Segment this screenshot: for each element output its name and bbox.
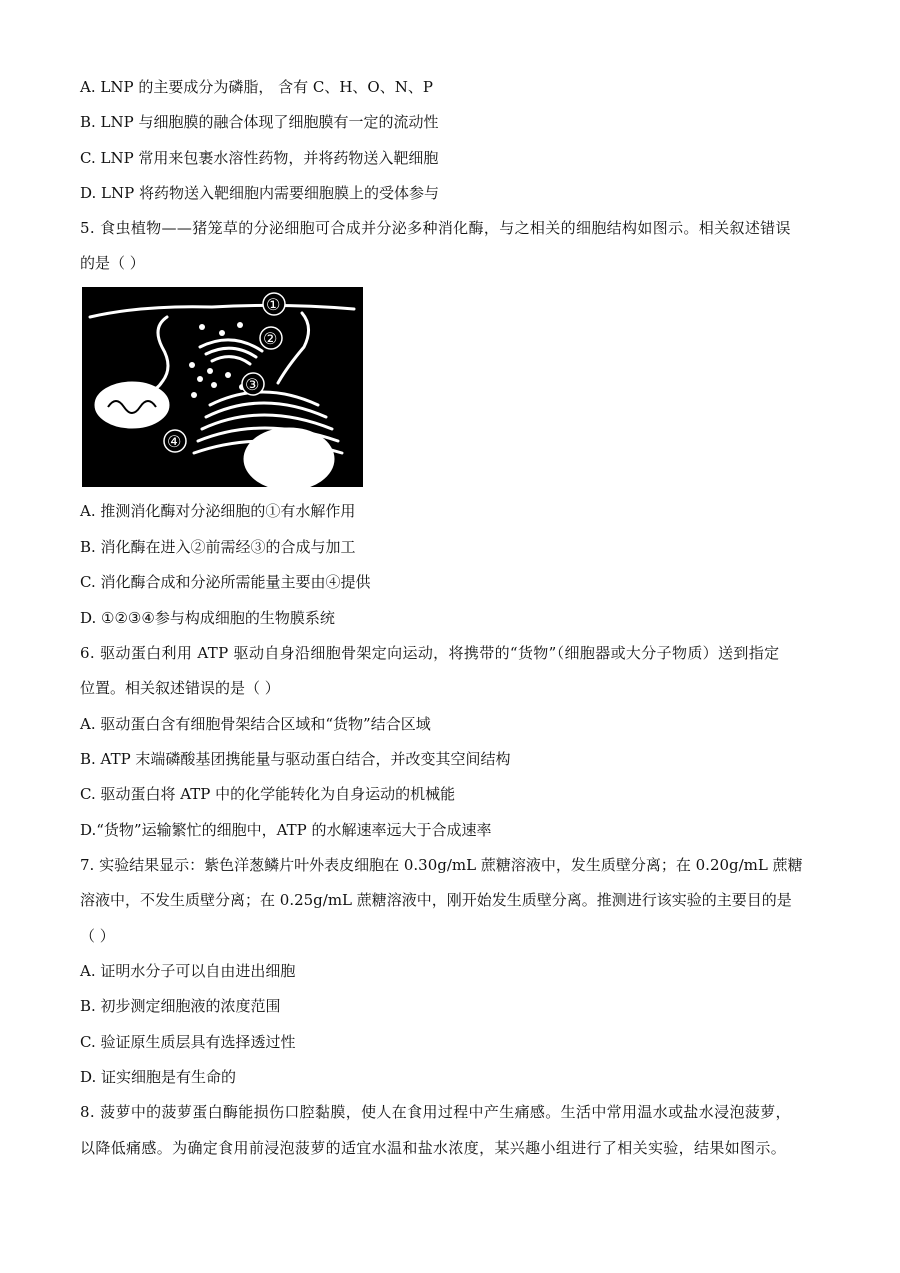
q7-option-a: A. 证明水分子可以自由进出细胞	[80, 962, 296, 980]
figure-label-3: ③	[245, 375, 260, 394]
q4-option-d: D. LNP 将药物送入靶细胞内需要细胞膜上的受体参与	[80, 184, 439, 202]
q6-stem-line1: 6. 驱动蛋白利用 ATP 驱动自身沿细胞骨架定向运动，将携带的“货物”（细胞器或大分子物质）送到指定	[80, 644, 780, 662]
q6-option-a: A. 驱动蛋白含有细胞骨架结合区域和“货物”结合区域	[80, 715, 431, 733]
q7-option-c: C. 验证原生质层具有选择透过性	[80, 1033, 296, 1051]
q7-stem-line3: （ ）	[80, 927, 115, 945]
q8-stem-line2: 以降低痛感。为确定食用前浸泡菠萝的适宜水温和盐水浓度，某兴趣小组进行了相关实验，结果如图示。	[80, 1139, 787, 1157]
figure-label-1: ①	[266, 295, 281, 314]
q5-stem-line1: 5. 食虫植物——猪笼草的分泌细胞可合成并分泌多种消化酶，与之相关的细胞结构如图示。相关叙述错误	[80, 219, 791, 237]
figure-label-2: ②	[263, 329, 278, 348]
q7-option-d: D. 证实细胞是有生命的	[80, 1068, 237, 1086]
q5-option-d: D. ①②③④参与构成细胞的生物膜系统	[80, 609, 335, 627]
q5-option-b: B. 消化酶在进入②前需经③的合成与加工	[80, 538, 356, 556]
q6-option-c: C. 驱动蛋白将 ATP 中的化学能转化为自身运动的机械能	[80, 785, 456, 803]
q7-option-b: B. 初步测定细胞液的浓度范围	[80, 997, 281, 1015]
q7-stem-line2: 溶液中，不发生质壁分离；在 0.25g/mL 蔗糖溶液中，刚开始发生质壁分离。推测进行该实验的主要目的是	[80, 891, 792, 909]
figure-label-4: ④	[167, 432, 182, 451]
q5-option-c: C. 消化酶合成和分泌所需能量主要由④提供	[80, 573, 371, 591]
cell-structure-figure	[82, 287, 363, 487]
q7-stem-line1: 7. 实验结果显示：紫色洋葱鳞片叶外表皮细胞在 0.30g/mL 蔗糖溶液中，发生质壁分离；在 0.20g/mL 蔗糖	[80, 856, 803, 874]
q4-option-a: A. LNP 的主要成分为磷脂， 含有 C、H、O、N、P	[80, 78, 433, 96]
q4-option-b: B. LNP 与细胞膜的融合体现了细胞膜有一定的流动性	[80, 113, 439, 131]
q5-option-a: A. 推测消化酶对分泌细胞的①有水解作用	[80, 502, 356, 520]
q6-option-d: D.“货物”运输繁忙的细胞中，ATP 的水解速率远大于合成速率	[80, 821, 492, 839]
q5-stem-line2: 的是（ ）	[80, 254, 145, 272]
q8-stem-line1: 8. 菠萝中的菠萝蛋白酶能损伤口腔黏膜，使人在食用过程中产生痛感。生活中常用温水或盐水浸泡菠萝，	[80, 1103, 791, 1121]
q6-stem-line2: 位置。相关叙述错误的是（ ）	[80, 679, 280, 697]
q6-option-b: B. ATP 末端磷酸基团携能量与驱动蛋白结合，并改变其空间结构	[80, 750, 511, 768]
q4-option-c: C. LNP 常用来包裹水溶性药物，并将药物送入靶细胞	[80, 149, 439, 167]
